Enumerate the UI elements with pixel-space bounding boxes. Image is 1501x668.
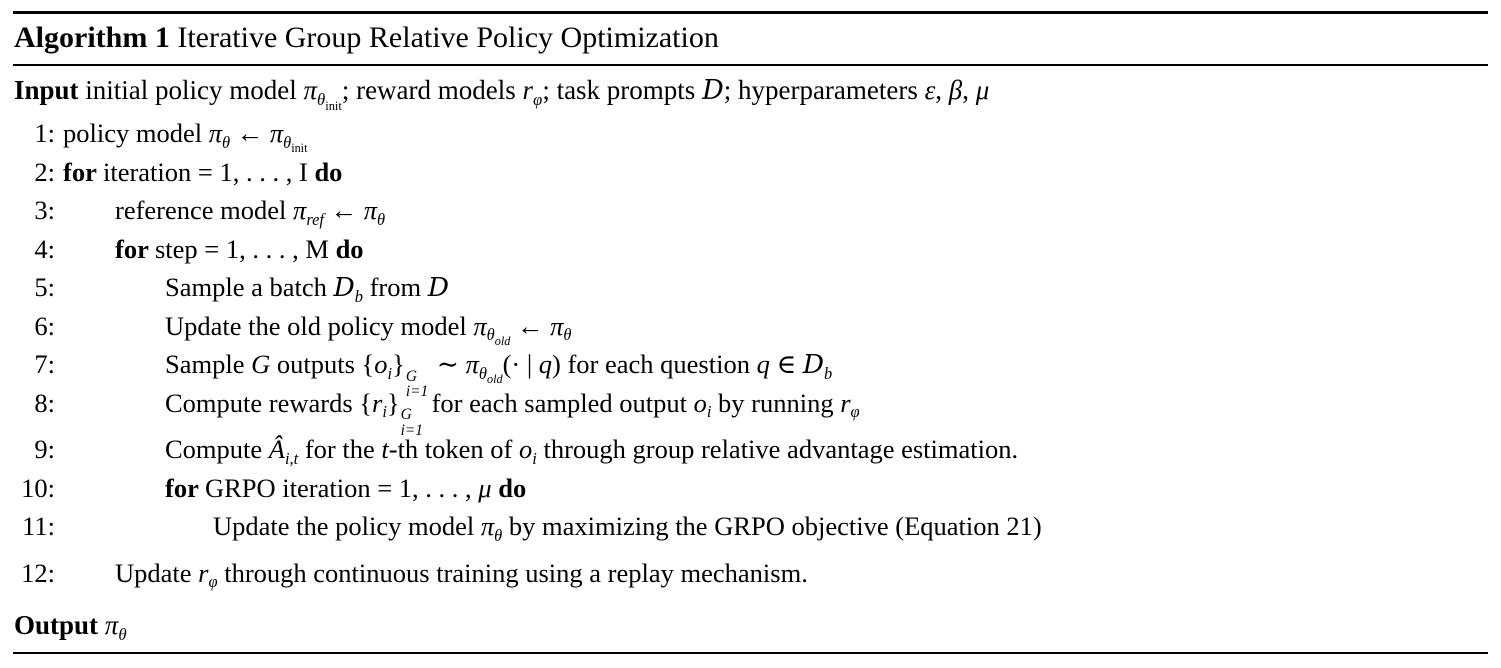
algorithm-title-text: Iterative Group Relative Policy Optimization xyxy=(169,21,719,54)
line-content xyxy=(55,153,342,192)
algorithm-line-3 xyxy=(13,191,1488,230)
line-content xyxy=(55,114,307,158)
text-segment: r xyxy=(522,75,534,105)
text-segment: π xyxy=(473,310,487,341)
line-content xyxy=(55,507,1042,550)
text-segment: ref xyxy=(306,209,324,229)
text-segment: θ xyxy=(376,209,386,229)
text-segment: -th token of xyxy=(388,434,520,464)
text-segment: ε xyxy=(924,75,936,105)
line-number: 3: xyxy=(34,195,55,225)
text-segment: for the xyxy=(298,434,382,464)
text-segment: through continuous training using a replay mechanism. xyxy=(217,557,808,588)
input-line xyxy=(13,66,1488,114)
text-segment: o xyxy=(519,434,533,464)
algorithm-title-label: Algorithm 1 xyxy=(14,21,170,54)
text-segment: do xyxy=(335,233,364,264)
text-segment: i xyxy=(382,402,387,422)
text-segment: r xyxy=(198,557,209,588)
text-segment: o xyxy=(693,387,707,418)
stack-subscript: i=1 xyxy=(400,421,423,439)
text-segment: θ xyxy=(118,624,127,644)
text-segment: ∼ xyxy=(430,349,466,379)
text-segment: π xyxy=(465,349,479,379)
text-segment: do xyxy=(498,472,527,503)
text-segment: θ xyxy=(222,132,231,152)
text-segment: i,t xyxy=(284,448,299,468)
line-number: 9: xyxy=(34,434,55,464)
text-segment: Update xyxy=(115,557,199,588)
algorithm-line-1 xyxy=(13,114,1488,156)
text-segment: D xyxy=(333,272,355,303)
algorithm-line-9 xyxy=(13,430,1488,469)
line-content xyxy=(55,268,449,311)
text-segment: π xyxy=(208,118,223,148)
text-segment: b xyxy=(354,286,363,306)
text-segment: r xyxy=(372,387,383,418)
text-segment: ← xyxy=(323,195,364,225)
algorithm-line-2 xyxy=(13,153,1488,192)
text-segment: by running xyxy=(711,387,841,418)
text-segment: GRPO iteration = 1, . . . , xyxy=(204,472,479,503)
text-segment: init xyxy=(291,141,308,156)
text-segment: for xyxy=(115,233,155,264)
line-number: 4: xyxy=(34,233,55,264)
text-segment: D xyxy=(702,75,724,106)
text-segment: φ xyxy=(208,572,218,592)
text-segment: init xyxy=(325,98,342,113)
algorithm-lines xyxy=(13,114,1488,592)
line-number: 6: xyxy=(34,310,55,341)
text-segment: for xyxy=(165,472,205,503)
text-segment: ← xyxy=(230,118,270,148)
algorithm-line-12 xyxy=(13,554,1488,593)
line-content xyxy=(55,191,385,234)
text-segment: Sample a batch xyxy=(165,272,334,302)
text-segment: } xyxy=(386,387,400,418)
text-segment: ) for each question xyxy=(552,349,757,379)
algorithm-line-7 xyxy=(13,345,1488,401)
text-segment: θ xyxy=(486,325,495,345)
line-number: 12: xyxy=(21,557,55,588)
text-segment: π xyxy=(363,195,377,225)
algorithm-line-10 xyxy=(13,469,1488,508)
algorithm-line-5 xyxy=(13,268,1488,307)
output-line xyxy=(13,606,1488,647)
text-segment: π xyxy=(550,310,564,341)
text-segment: t xyxy=(381,434,389,464)
text-segment: i xyxy=(706,402,712,422)
text-segment: θ xyxy=(283,132,292,152)
bottom-rule xyxy=(13,652,1488,654)
text-segment: φ xyxy=(850,402,860,422)
algorithm-title xyxy=(13,14,1488,64)
text-segment: do xyxy=(314,156,343,187)
line-content xyxy=(55,469,526,508)
text-segment: ; hyperparameters xyxy=(723,75,925,105)
text-segment: , xyxy=(962,75,976,105)
text-segment: for xyxy=(63,156,103,187)
text-segment: , xyxy=(935,75,949,105)
text-segment: β xyxy=(948,75,963,105)
text-segment: for each sampled output xyxy=(424,387,694,418)
algorithm-line-11 xyxy=(13,507,1488,546)
text-segment: ← xyxy=(510,310,551,341)
line-number: 1: xyxy=(34,118,55,148)
text-segment: o xyxy=(374,349,388,379)
text-segment: μ xyxy=(478,472,492,503)
text-segment: reference model xyxy=(115,195,294,225)
text-segment: q xyxy=(756,349,770,379)
text-segment: policy model xyxy=(63,118,209,148)
text-segment: ; task prompts xyxy=(542,75,703,105)
line-number: 11: xyxy=(22,511,55,541)
text-segment: Update the policy model xyxy=(213,511,481,541)
algorithm-line-8 xyxy=(13,384,1488,439)
text-segment: G xyxy=(251,349,271,379)
text-segment: i xyxy=(532,448,537,468)
text-segment: π xyxy=(303,75,318,105)
text-segment: (· | xyxy=(502,349,539,379)
text-segment: outputs { xyxy=(270,349,375,379)
text-segment: Compute rewards { xyxy=(165,387,373,418)
text-segment: ; reward models xyxy=(341,75,523,105)
text-segment: old xyxy=(494,333,511,348)
text-segment: old xyxy=(486,372,503,387)
text-segment: i xyxy=(387,363,393,383)
stack-superscript: G xyxy=(405,367,417,385)
text-segment: } xyxy=(392,349,405,379)
algorithm-line-6 xyxy=(13,307,1488,346)
text-segment: π xyxy=(480,511,495,541)
text-segment: step = 1, . . . , M xyxy=(154,233,336,264)
text-segment: Update the old policy model xyxy=(165,310,474,341)
line-content xyxy=(55,430,1018,473)
text-segment: θ xyxy=(494,525,503,545)
text-segment: iteration = 1, . . . , I xyxy=(102,156,315,187)
line-number: 10: xyxy=(21,472,55,503)
text-segment: Â xyxy=(268,434,285,464)
text-segment: Sample xyxy=(165,349,252,379)
text-segment: through group relative advantage estimation. xyxy=(536,434,1019,464)
text-segment: φ xyxy=(533,89,543,109)
text-segment: θ xyxy=(563,325,572,345)
text-segment: Output xyxy=(14,610,105,640)
text-segment: μ xyxy=(975,75,990,105)
text-segment: Input xyxy=(14,75,86,105)
stack-superscript: G xyxy=(400,406,412,424)
stack-subscript: i=1 xyxy=(405,383,429,401)
text-segment: θ xyxy=(478,363,487,383)
line-number: 8: xyxy=(34,387,55,418)
text-segment: D xyxy=(802,349,824,380)
line-content xyxy=(55,230,364,269)
text-segment: r xyxy=(840,387,851,418)
text-segment: D xyxy=(427,272,449,303)
text-segment: θ xyxy=(317,89,326,109)
line-content xyxy=(55,307,571,351)
text-segment: from xyxy=(362,272,428,302)
text-segment: b xyxy=(823,363,833,383)
line-number: 7: xyxy=(34,349,55,379)
text-segment: π xyxy=(293,195,307,225)
text-segment: ∈ xyxy=(769,349,803,379)
text-segment: π xyxy=(104,610,119,640)
line-number: 2: xyxy=(34,156,55,187)
algorithm-line-4 xyxy=(13,230,1488,269)
line-content xyxy=(55,554,808,597)
text-segment: initial policy model xyxy=(85,75,304,105)
text-segment: q xyxy=(538,349,553,379)
text-segment: by maximizing the GRPO objective (Equation 21) xyxy=(502,511,1042,541)
line-number: 5: xyxy=(34,272,55,302)
text-segment: Compute xyxy=(165,434,269,464)
text-segment: π xyxy=(269,118,284,148)
